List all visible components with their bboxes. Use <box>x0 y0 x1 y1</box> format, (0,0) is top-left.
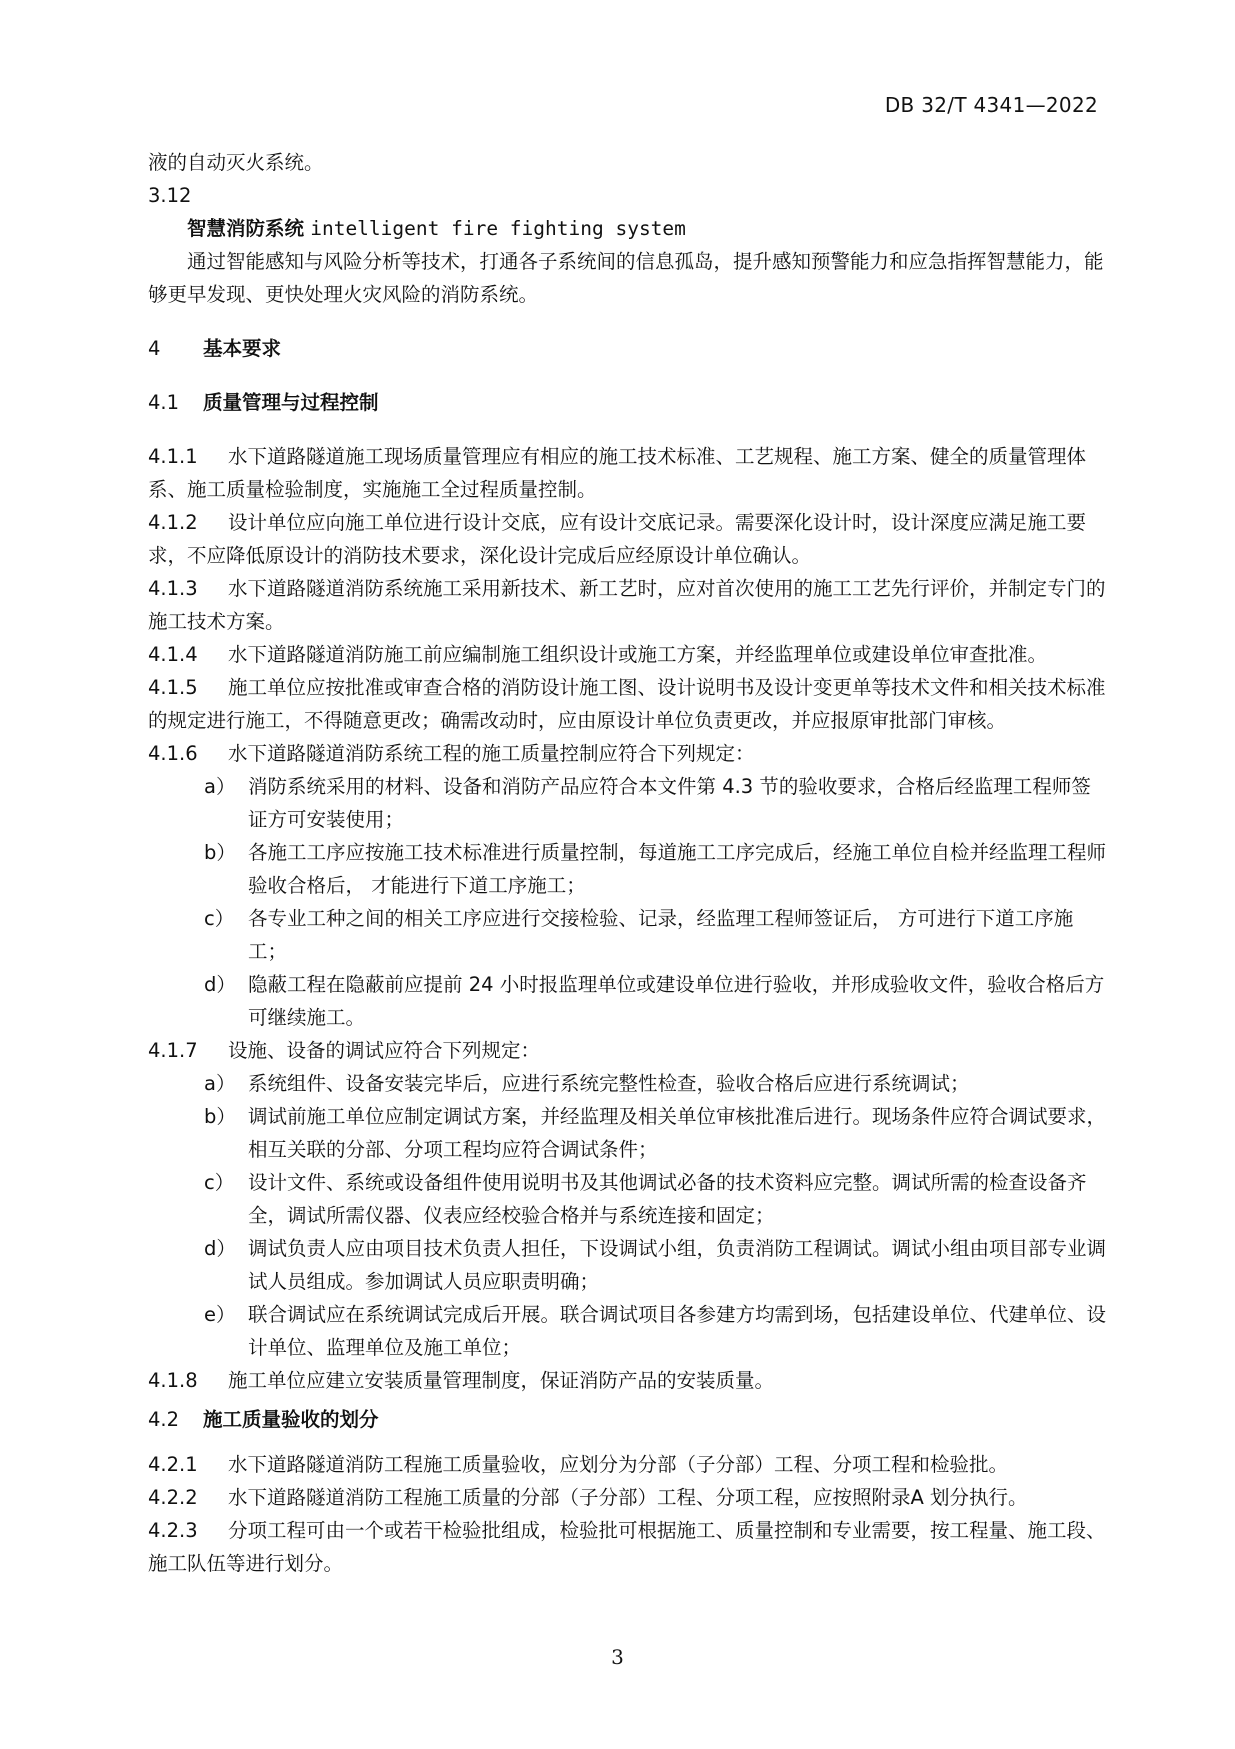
clause-text: 水下道路隧道消防工程施工质量的分部（子分部）工程、分项工程，应按照附录A 划分执行。 <box>228 1486 1028 1509</box>
section-4-2-heading <box>148 1403 1108 1436</box>
list-label: d） <box>204 1237 236 1260</box>
list-text: 调试负责人应由项目技术负责人担任，下设调试小组，负责消防工程调试。调试小组由项目部专业调试人员组成。参加调试人员应职责明确； <box>248 1237 1107 1293</box>
clause-text: 设计单位应向施工单位进行设计交底，应有设计交底记录。需要深化设计时，设计深度应满足施工要求，不应降低原设计的消防技术要求，深化设计完成后应经原设计单位确认。 <box>148 511 1087 567</box>
list-item-4-1-7-d <box>148 1232 1108 1298</box>
list-text: 消防系统采用的材料、设备和消防产品应符合本文件第 4.3 节的验收要求，合格后经监理工程师签证方可安装使用； <box>248 775 1091 831</box>
list-text: 系统组件、设备安装完毕后，应进行系统完整性检查，验收合格后应进行系统调试； <box>248 1072 970 1095</box>
document-id: DB 32/T 4341—2022 <box>884 93 1098 117</box>
clause-4-1-6 <box>148 737 1108 770</box>
list-item-4-1-6-a <box>148 770 1108 836</box>
clause-text: 设施、设备的调试应符合下列规定： <box>228 1039 541 1062</box>
clause-4-1-1 <box>148 440 1108 506</box>
term-english: intelligent fire fighting system <box>310 217 686 240</box>
list-text: 调试前施工单位应制定调试方案，并经监理及相关单位审核批准后进行。现场条件应符合调试要求，相互关联的分部、分项工程均应符合调试条件； <box>248 1105 1107 1161</box>
clause-4-1-3 <box>148 572 1108 638</box>
clause-3-12-number: 3.12 <box>148 184 192 207</box>
clause-text: 水下道路隧道消防施工前应编制施工组织设计或施工方案，并经监理单位或建设单位审查批准。 <box>228 643 1048 666</box>
clause-4-1-2 <box>148 506 1108 572</box>
list-item-4-1-7-c <box>148 1166 1108 1232</box>
clause-4-2-3 <box>148 1514 1108 1580</box>
clause-4-2-1 <box>148 1448 1108 1481</box>
section-4-1-heading <box>148 386 1108 419</box>
list-text: 隐蔽工程在隐蔽前应提前 24 小时报监理单位或建设单位进行验收，并形成验收文件，验收合格后方可继续施工。 <box>248 973 1105 1029</box>
list-label: c） <box>204 907 235 930</box>
clause-number: 4.1.6 <box>148 742 198 765</box>
list-text: 联合调试应在系统调试完成后开展。联合调试项目各参建方均需到场，包括建设单位、代建单位、设计单位、监理单位及施工单位； <box>248 1303 1107 1359</box>
list-item-4-1-6-d <box>148 968 1108 1034</box>
list-item-4-1-7-a <box>148 1067 1108 1100</box>
clause-text: 施工单位应按批准或审查合格的消防设计施工图、设计说明书及设计变更单等技术文件和相关技术标准的规定进行施工，不得随意更改；确需改动时，应由原设计单位负责更改，并应报原审批部门审核。 <box>148 676 1106 732</box>
clause-number: 4.1.4 <box>148 643 198 666</box>
list-item-4-1-6-b <box>148 836 1108 902</box>
list-item-4-1-6-c <box>148 902 1108 968</box>
clause-4-1-7 <box>148 1034 1108 1067</box>
clause-text: 分项工程可由一个或若干检验批组成，检验批可根据施工、质量控制和专业需要，按工程量、施工段、施工队伍等进行划分。 <box>148 1519 1106 1575</box>
list-text: 各施工工序应按施工技术标准进行质量控制，每道施工工序完成后，经施工单位自检并经监理工程师验收合格后， 才能进行下道工序施工； <box>248 841 1107 897</box>
clause-4-1-8 <box>148 1364 1108 1397</box>
clause-4-1-4 <box>148 638 1108 671</box>
clause-4-2-2 <box>148 1481 1108 1514</box>
clause-number: 4.1.3 <box>148 577 198 600</box>
clause-number: 4.1.2 <box>148 511 198 534</box>
clause-text: 水下道路隧道消防系统施工采用新技术、新工艺时，应对首次使用的施工工艺先行评价，并制定专门的施工技术方案。 <box>148 577 1106 633</box>
list-label: d） <box>204 973 236 996</box>
clause-3-12-term <box>148 212 1108 245</box>
list-label: a） <box>204 775 236 798</box>
section-title: 基本要求 <box>203 337 282 360</box>
list-label: e） <box>204 1303 236 1326</box>
list-label: a） <box>204 1072 236 1095</box>
clause-number: 4.2.3 <box>148 1519 198 1542</box>
clause-text: 水下道路隧道消防工程施工质量验收，应划分为分部（子分部）工程、分项工程和检验批。 <box>228 1453 1009 1476</box>
clause-text: 施工单位应建立安装质量管理制度，保证消防产品的安装质量。 <box>228 1369 775 1392</box>
section-number: 4 <box>148 337 161 360</box>
clause-number: 4.2.1 <box>148 1453 198 1476</box>
list-text: 各专业工种之间的相关工序应进行交接检验、记录，经监理工程师签证后， 方可进行下道工序施工； <box>248 907 1074 963</box>
page-body <box>148 146 1108 1580</box>
clause-number: 4.1.8 <box>148 1369 198 1392</box>
list-item-4-1-7-b <box>148 1100 1108 1166</box>
page-number: 3 <box>611 1645 624 1669</box>
list-label: b） <box>204 841 236 864</box>
clause-number: 4.1.5 <box>148 676 198 699</box>
section-number: 4.2 <box>148 1408 180 1431</box>
clause-text: 水下道路隧道消防系统工程的施工质量控制应符合下列规定： <box>228 742 755 765</box>
section-4-heading <box>148 332 1108 365</box>
section-number: 4.1 <box>148 391 180 414</box>
list-label: c） <box>204 1171 235 1194</box>
list-text: 设计文件、系统或设备组件使用说明书及其他调试必备的技术资料应完整。调试所需的检查设备齐全，调试所需仪器、仪表应经校验合格并与系统连接和固定； <box>248 1171 1087 1227</box>
clause-number: 4.2.2 <box>148 1486 198 1509</box>
section-title: 质量管理与过程控制 <box>203 391 379 414</box>
section-title: 施工质量验收的划分 <box>203 1408 379 1431</box>
clause-4-1-5 <box>148 671 1108 737</box>
term-chinese: 智慧消防系统 <box>187 217 305 240</box>
clause-text: 水下道路隧道施工现场质量管理应有相应的施工技术标准、工艺规程、施工方案、健全的质量管理体系、施工质量检验制度，实施施工全过程质量控制。 <box>148 445 1087 501</box>
list-item-4-1-7-e <box>148 1298 1108 1364</box>
clause-number: 4.1.7 <box>148 1039 198 1062</box>
continued-paragraph: 液的自动灭火系统。 <box>148 151 324 174</box>
clause-3-12-definition: 通过智能感知与风险分析等技术，打通各子系统间的信息孤岛，提升感知预警能力和应急指挥智慧能力，能够更早发现、更快处理火灾风险的消防系统。 <box>148 250 1104 306</box>
clause-number: 4.1.1 <box>148 445 198 468</box>
list-label: b） <box>204 1105 236 1128</box>
